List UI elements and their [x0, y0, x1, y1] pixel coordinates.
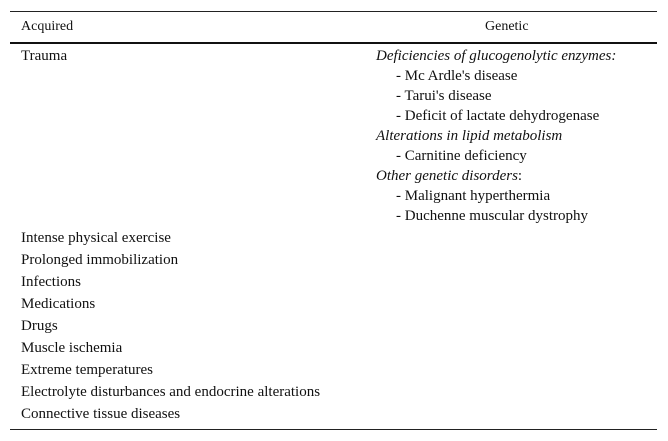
acquired-item: Infections	[21, 274, 81, 290]
genetic-column	[376, 46, 616, 226]
genetic-item: - Duchenne muscular dystrophy	[396, 208, 589, 224]
genetic-category-glucogenolytic: Deficiencies of glucogenolytic enzymes:	[376, 48, 617, 64]
acquired-item: Muscle ischemia	[21, 340, 123, 356]
genetic-item: - Mc Ardle's disease	[396, 68, 518, 84]
acquired-item: Medications	[21, 296, 96, 312]
genetic-item: - Carnitine deficiency	[396, 148, 527, 164]
acquired-item: Connective tissue diseases	[21, 406, 181, 422]
acquired-item: Electrolyte disturbances and endocrine alterations	[21, 384, 321, 400]
acquired-item: Drugs	[21, 318, 58, 334]
genetic-category-lipid: Alterations in lipid metabolism	[376, 128, 563, 144]
genetic-item: - Tarui's disease	[396, 88, 492, 104]
genetic-item: - Deficit of lactate dehydrogenase	[396, 108, 600, 124]
table-bottom-rule	[10, 429, 657, 430]
table-body	[10, 44, 657, 429]
acquired-item: Intense physical exercise	[21, 230, 171, 246]
acquired-item: Trauma	[21, 48, 68, 64]
acquired-item: Prolonged immobilization	[21, 252, 179, 268]
genetic-category-other: Other genetic disorders	[376, 168, 518, 184]
genetic-category-other-colon: :	[517, 168, 523, 184]
table-header-row	[10, 12, 657, 42]
header-genetic: Genetic	[485, 19, 529, 34]
genetic-item: - Malignant hyperthermia	[396, 188, 551, 204]
acquired-item: Extreme temperatures	[21, 362, 154, 378]
genetic-category-other-line	[376, 166, 616, 186]
header-acquired: Acquired	[21, 19, 74, 34]
causes-table	[10, 11, 657, 430]
